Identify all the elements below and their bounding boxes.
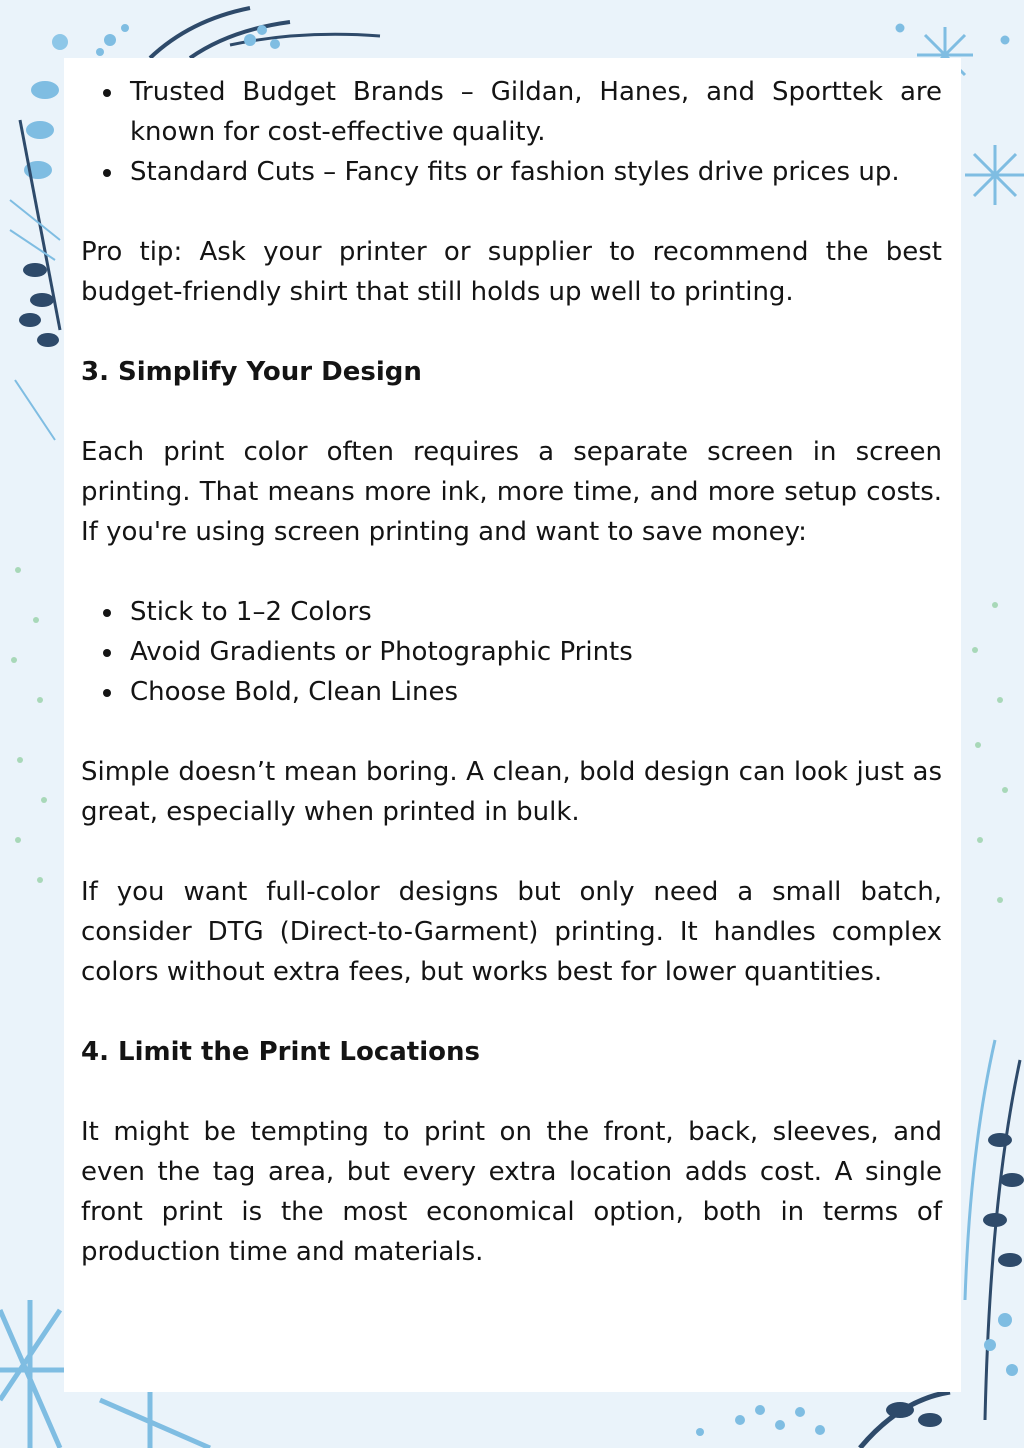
section-4-body: It might be tempting to print on the front, back, sleeves, and even the tag area, but every extra location adds cost. A single front print is the most economical option, both in terms of production time and materials. xyxy=(81,1117,942,1267)
section-4-heading: 4. Limit the Print Locations xyxy=(81,1037,480,1067)
list-item: Choose Bold, Clean Lines xyxy=(130,672,942,712)
design-tips-list xyxy=(81,592,942,712)
list-item: Stick to 1–2 Colors xyxy=(130,592,942,632)
dtg-paragraph: If you want full-color designs but only need a small batch, consider DTG (Direct-to-Garment) printing. It handles complex colors without extra fees, but works best for lower quantities. xyxy=(81,877,942,987)
section-3-intro: Each print color often requires a separate screen in screen printing. That means more ink, more time, and more setup costs. If you're using screen printing and want to save money: xyxy=(81,437,942,547)
bullet-icon xyxy=(103,689,111,697)
simple-design-paragraph: Simple doesn’t mean boring. A clean, bold design can look just as great, especially when printed in bulk. xyxy=(81,757,942,827)
list-item: Avoid Gradients or Photographic Prints xyxy=(130,632,942,672)
bullet-icon xyxy=(103,169,111,177)
section-3-heading: 3. Simplify Your Design xyxy=(81,357,422,387)
list-item: Standard Cuts – Fancy fits or fashion styles drive prices up. xyxy=(130,152,942,192)
content-card xyxy=(64,58,961,1392)
pro-tip-paragraph: Pro tip: Ask your printer or supplier to recommend the best budget-friendly shirt that still holds up well to printing. xyxy=(81,237,942,307)
bullet-icon xyxy=(103,89,111,97)
list-item: Trusted Budget Brands – Gildan, Hanes, and Sporttek are known for cost-effective quality. xyxy=(130,72,942,152)
bullet-icon xyxy=(103,649,111,657)
bullet-icon xyxy=(103,609,111,617)
shirt-tips-list xyxy=(81,72,942,192)
